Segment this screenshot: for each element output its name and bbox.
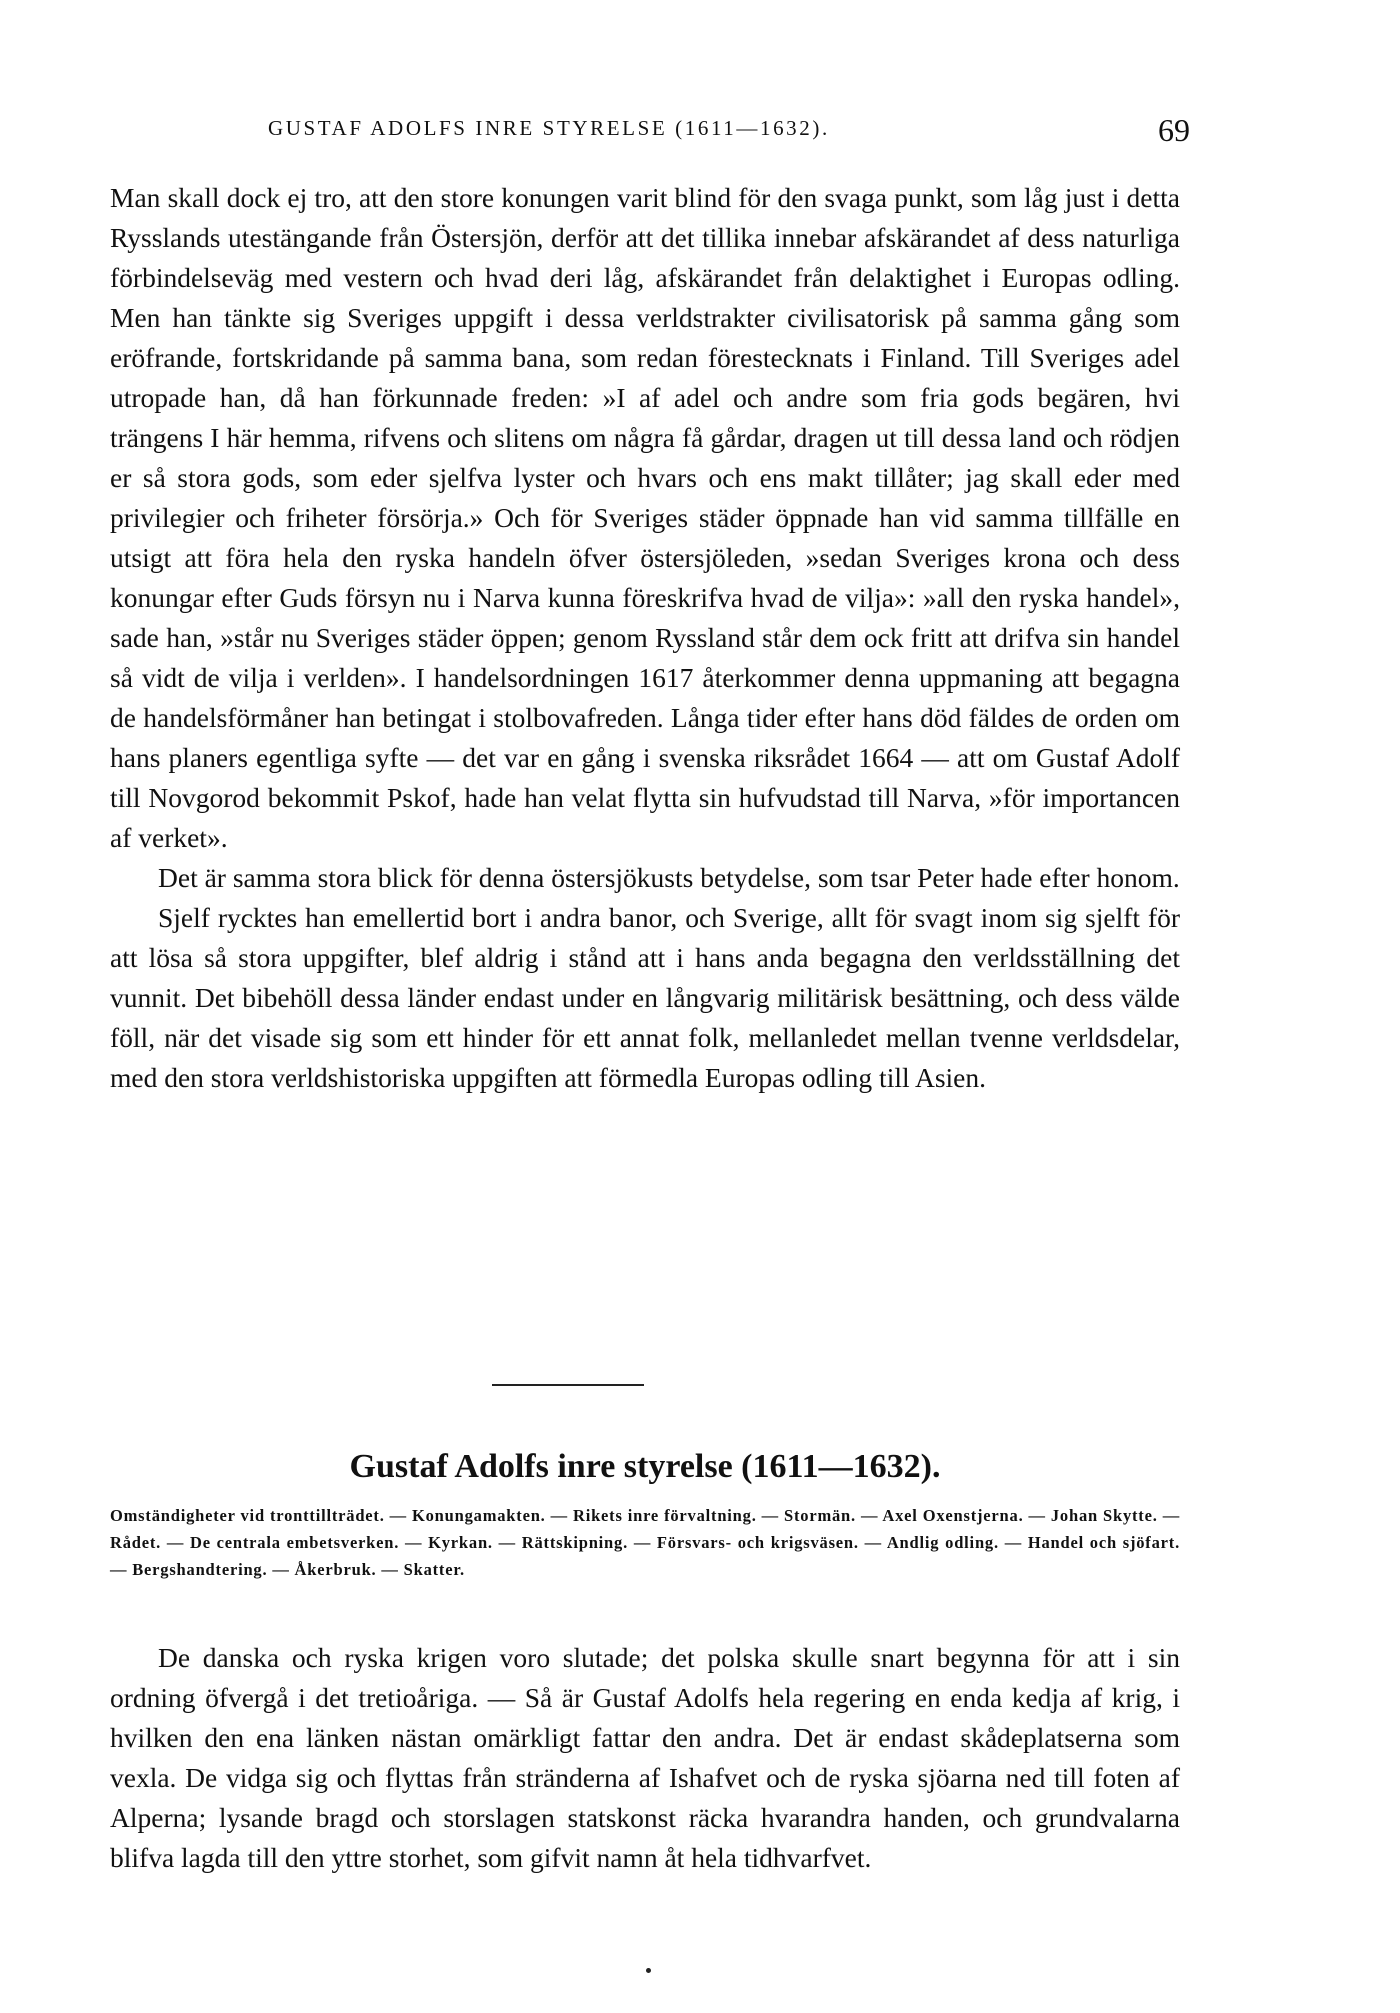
print-mark: [646, 1968, 651, 1973]
paragraph: Det är samma stora blick för denna östersjökusts betydelse, som tsar Peter hade efter honom.: [158, 862, 1180, 893]
chapter-summary: Omständigheter vid tronttillträdet. — Konungamakten. — Rikets inre förvaltning. — Stormän. — Axel Oxenstjerna. — Johan Skytte. — Rådet. — De centrala embetsverken. — Kyrkan. — Rättskipning. — Försvars- och krigsväsen. — Andlig odling. — Handel och sjöfart. — Bergshandtering. — Åkerbruk. — Skatter.: [110, 1506, 1180, 1579]
running-title: GUSTAF ADOLFS INRE STYRELSE (1611—1632).: [268, 116, 830, 140]
paragraph: Man skall dock ej tro, att den store konungen varit blind för den svaga punkt, som låg just i detta Rysslands utestängande från Östersjön, derför att det tillika innebar afskärandet af dess naturliga förbindelseväg med vestern och hvad deri låg, afskärandet från delaktighet i Europas odling. Men han tänkte sig Sveriges uppgift i dessa verldstrakter civilisatorisk på samma gång som eröfrande, fortskridande på samma bana, som redan förestecknats i Finland. Till Sveriges adel utropade han, då han förkunnade freden: »I af adel och andre som fria gods begären, hvi trängens I här hemma, rifvens och slitens om några få gårdar, dragen ut till dessa land och rödjen er så stora gods, som eder sjelfva lyster och hvars och ens makt tillåter; jag skall eder med privilegier och friheter försörja.» Och för Sveriges städer öppnade han vid samma tillfälle en utsigt att föra hela den ryska handeln öfver östersjöleden, »sedan Sveriges krona och dess konungar efter Guds försyn nu i Narva kunna föreskrifva hvad de vilja»: »all den ryska handel», sade han, »står nu Sveriges städer öppen; genom Ryssland står dem ock fritt att drifva sin handel så vidt de vilja i verlden». I handelsordningen 1617 återkommer denna uppmaning att begagna de handelsförmåner han betingat i stolbovafreden. Långa tider efter hans död fäldes de orden om hans planers egentliga syfte — det var en gång i svenska riksrådet 1664 — att om Gustaf Adolf till Novgorod bekommit Pskof, hade han velat flytta sin hufvudstad till Narva, »för importancen af verket».: [110, 182, 1180, 853]
chapter-title: Gustaf Adolfs inre styrelse (1611—1632).: [349, 1448, 941, 1485]
page-number: 69: [1158, 112, 1190, 148]
paragraph: De danska och ryska krigen voro slutade; det polska skulle snart begynna för att i sin ordning öfvergå i det tretioåriga. — Så är Gustaf Adolfs hela regering en enda kedja af krig, i hvilken den ena länken nästan omärkligt fattar den andra. Det är endast skådeplatserna som vexla. De vidga sig och flyttas från stränderna af Ishafvet och de ryska sjöarna ned till foten af Alperna; lysande bragd och storslagen statskonst räcka hvarandra handen, och grundvalarna blifva lagda till den yttre storhet, som gifvit namn åt hela tidhvarfvet.: [110, 1642, 1180, 1873]
text-block-after-chapter: [110, 1638, 1180, 1878]
section-divider: [492, 1384, 644, 1386]
text-block-before-chapter: [110, 178, 1180, 1098]
paragraph: Sjelf rycktes han emellertid bort i andra banor, och Sverige, allt för svagt inom sig sjelft för att lösa så stora uppgifter, blef aldrig i stånd att i hans anda begagna den verldsställning det vunnit. Det bibehöll dessa länder endast under en långvarig militärisk besättning, och dess välde föll, när det visade sig som ett hinder för ett annat folk, mellanledet mellan tvenne verldsdelar, med den stora verldshistoriska uppgiften att förmedla Europas odling till Asien.: [110, 902, 1180, 1093]
running-head: [268, 112, 1200, 152]
